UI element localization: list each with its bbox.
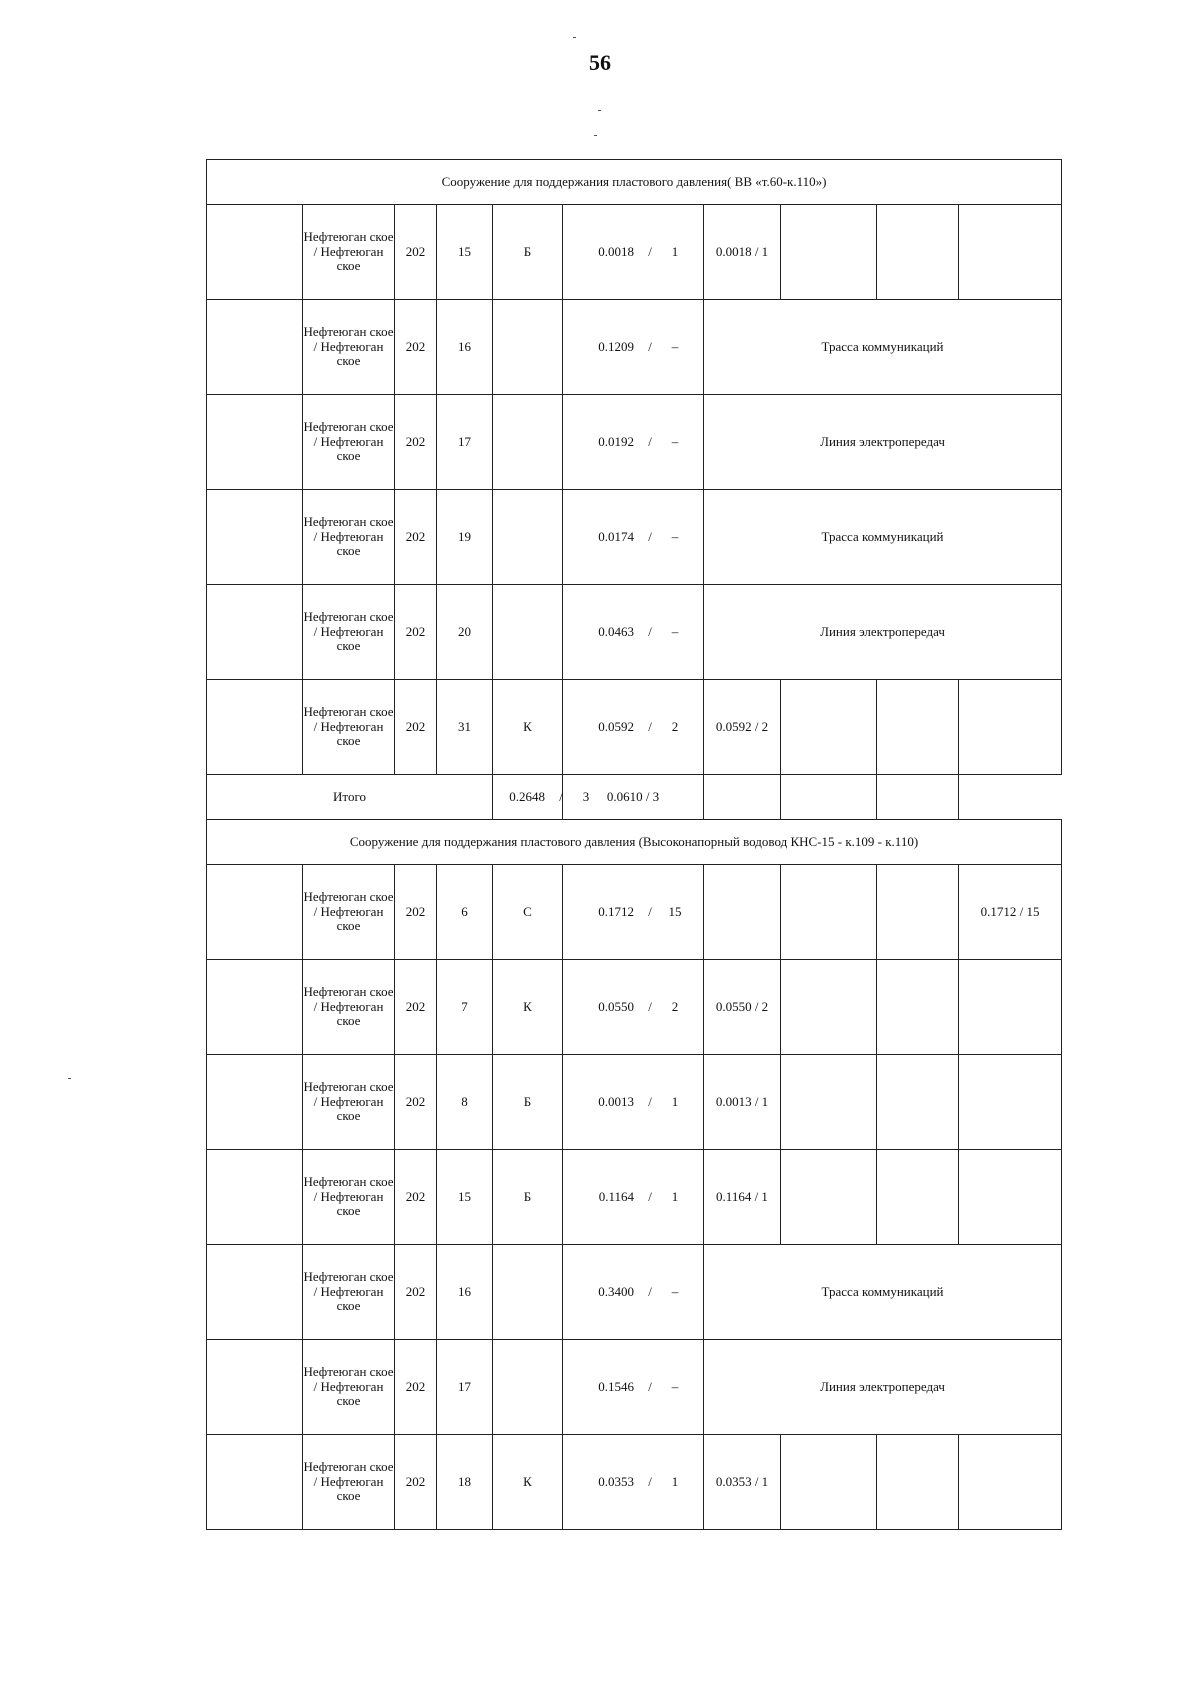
blank-cell bbox=[781, 865, 877, 960]
area-value: 0.0192 bbox=[598, 433, 634, 449]
total-blank bbox=[704, 775, 781, 820]
area-separator: / bbox=[648, 1473, 652, 1489]
purpose-cell: Линия электропередач bbox=[704, 1340, 1062, 1435]
area-cell bbox=[563, 1055, 704, 1150]
purpose-cell: Трасса коммуникаций bbox=[704, 1245, 1062, 1340]
area-cell bbox=[563, 960, 704, 1055]
number-cell: 202 bbox=[395, 585, 437, 680]
area-count: – bbox=[671, 528, 679, 544]
table-row bbox=[207, 680, 1062, 775]
area-cell bbox=[563, 395, 704, 490]
blank-cell bbox=[207, 680, 303, 775]
blank-cell bbox=[207, 490, 303, 585]
purpose-cell: Трасса коммуникаций bbox=[704, 490, 1062, 585]
subnumber-cell: 15 bbox=[437, 1150, 493, 1245]
table-row bbox=[207, 1245, 1062, 1340]
area-value: 0.1712 bbox=[598, 903, 634, 919]
area-separator: / bbox=[648, 1188, 652, 1204]
number-cell: 202 bbox=[395, 1150, 437, 1245]
total-value: 0.0610 / 3 bbox=[563, 775, 704, 820]
last-value-cell bbox=[959, 680, 1062, 775]
total-blank bbox=[781, 775, 877, 820]
area-value: 0.0018 bbox=[598, 243, 634, 259]
blank-cell bbox=[207, 300, 303, 395]
deposit-cell: Нефтеюган ское / Нефтеюган ское bbox=[303, 490, 395, 585]
category-cell bbox=[493, 1340, 563, 1435]
deposit-cell: Нефтеюган ское / Нефтеюган ское bbox=[303, 300, 395, 395]
number-cell: 202 bbox=[395, 960, 437, 1055]
number-cell: 202 bbox=[395, 865, 437, 960]
area-cell bbox=[563, 1435, 704, 1530]
scan-speck bbox=[573, 37, 576, 38]
value-cell: 0.0592 / 2 bbox=[704, 680, 781, 775]
last-value-cell bbox=[959, 1435, 1062, 1530]
last-value-cell: 0.1712 / 15 bbox=[959, 865, 1062, 960]
table-row bbox=[207, 395, 1062, 490]
subnumber-cell: 8 bbox=[437, 1055, 493, 1150]
category-cell: Б bbox=[493, 1150, 563, 1245]
number-cell: 202 bbox=[395, 1340, 437, 1435]
deposit-cell: Нефтеюган ское / Нефтеюган ское bbox=[303, 395, 395, 490]
blank-cell bbox=[877, 960, 959, 1055]
blank-cell bbox=[207, 1435, 303, 1530]
area-count: 1 bbox=[671, 1473, 679, 1489]
table-row bbox=[207, 300, 1062, 395]
area-value: 0.0353 bbox=[598, 1473, 634, 1489]
blank-cell bbox=[781, 1150, 877, 1245]
subnumber-cell: 20 bbox=[437, 585, 493, 680]
deposit-cell: Нефтеюган ское / Нефтеюган ское bbox=[303, 205, 395, 300]
deposit-cell: Нефтеюган ское / Нефтеюган ское bbox=[303, 1245, 395, 1340]
area-separator: / bbox=[648, 623, 652, 639]
area-separator: / bbox=[648, 338, 652, 354]
area-count: 15 bbox=[668, 903, 682, 919]
category-cell: К bbox=[493, 960, 563, 1055]
table-row bbox=[207, 865, 1062, 960]
area-value: 0.0550 bbox=[598, 998, 634, 1014]
blank-cell bbox=[877, 1435, 959, 1530]
blank-cell bbox=[207, 395, 303, 490]
deposit-cell: Нефтеюган ское / Нефтеюган ское bbox=[303, 1340, 395, 1435]
subnumber-cell: 17 bbox=[437, 395, 493, 490]
last-value-cell bbox=[959, 205, 1062, 300]
subnumber-cell: 16 bbox=[437, 1245, 493, 1340]
area-cell bbox=[563, 490, 704, 585]
area-cell bbox=[563, 1340, 704, 1435]
area-count: – bbox=[671, 433, 679, 449]
subnumber-cell: 7 bbox=[437, 960, 493, 1055]
category-cell: К bbox=[493, 680, 563, 775]
blank-cell bbox=[207, 585, 303, 680]
area-value: 0.0174 bbox=[598, 528, 634, 544]
area-count: 2 bbox=[671, 718, 679, 734]
number-cell: 202 bbox=[395, 395, 437, 490]
category-cell bbox=[493, 490, 563, 585]
number-cell: 202 bbox=[395, 1245, 437, 1340]
scan-speck bbox=[594, 135, 597, 136]
area-value: 0.1164 bbox=[598, 1188, 634, 1204]
section-header-row bbox=[207, 160, 1062, 205]
last-value-cell bbox=[959, 960, 1062, 1055]
area-separator: / bbox=[559, 788, 563, 804]
area-cell bbox=[563, 1245, 704, 1340]
area-count: 1 bbox=[671, 1188, 679, 1204]
deposit-cell: Нефтеюган ское / Нефтеюган ское bbox=[303, 960, 395, 1055]
blank-cell bbox=[877, 865, 959, 960]
table-row bbox=[207, 585, 1062, 680]
area-count: – bbox=[671, 1283, 679, 1299]
purpose-cell: Линия электропередач bbox=[704, 585, 1062, 680]
blank-cell bbox=[877, 205, 959, 300]
area-value: 0.3400 bbox=[598, 1283, 634, 1299]
deposit-cell: Нефтеюган ское / Нефтеюган ское bbox=[303, 1435, 395, 1530]
last-value-cell bbox=[959, 1150, 1062, 1245]
number-cell: 202 bbox=[395, 1055, 437, 1150]
area-separator: / bbox=[648, 528, 652, 544]
area-cell bbox=[563, 205, 704, 300]
category-cell bbox=[493, 585, 563, 680]
area-separator: / bbox=[648, 998, 652, 1014]
deposit-cell: Нефтеюган ское / Нефтеюган ское bbox=[303, 1150, 395, 1245]
section-title: Сооружение для поддержания пластового давления (Высоконапорный водовод КНС-15 - к.109 - к.110) bbox=[207, 820, 1062, 865]
blank-cell bbox=[207, 1245, 303, 1340]
blank-cell bbox=[877, 680, 959, 775]
area-value: 0.1546 bbox=[598, 1378, 634, 1394]
area-count: – bbox=[671, 1378, 679, 1394]
total-area bbox=[493, 775, 590, 820]
area-count: 2 bbox=[671, 998, 679, 1014]
area-value: 0.0592 bbox=[598, 718, 634, 734]
category-cell: К bbox=[493, 1435, 563, 1530]
total-blank bbox=[877, 775, 959, 820]
table-row bbox=[207, 1055, 1062, 1150]
blank-cell bbox=[207, 960, 303, 1055]
blank-cell bbox=[781, 205, 877, 300]
category-cell bbox=[493, 1245, 563, 1340]
table-row bbox=[207, 205, 1062, 300]
deposit-cell: Нефтеюган ское / Нефтеюган ское bbox=[303, 680, 395, 775]
section-title: Сооружение для поддержания пластового давления( ВВ «т.60-к.110») bbox=[207, 160, 1062, 205]
area-count: 1 bbox=[671, 243, 679, 259]
area-separator: / bbox=[648, 1093, 652, 1109]
table-row bbox=[207, 1150, 1062, 1245]
value-cell: 0.0550 / 2 bbox=[704, 960, 781, 1055]
subnumber-cell: 16 bbox=[437, 300, 493, 395]
blank-cell bbox=[207, 1150, 303, 1245]
area-count: – bbox=[671, 623, 679, 639]
area-count: 3 bbox=[582, 788, 590, 804]
subnumber-cell: 6 bbox=[437, 865, 493, 960]
deposit-cell: Нефтеюган ское / Нефтеюган ское bbox=[303, 1055, 395, 1150]
area-separator: / bbox=[648, 1283, 652, 1299]
blank-cell bbox=[207, 1340, 303, 1435]
area-cell bbox=[563, 585, 704, 680]
blank-cell bbox=[207, 865, 303, 960]
table-row bbox=[207, 960, 1062, 1055]
subnumber-cell: 19 bbox=[437, 490, 493, 585]
blank-cell bbox=[781, 680, 877, 775]
area-separator: / bbox=[648, 1378, 652, 1394]
blank-cell bbox=[781, 1435, 877, 1530]
total-row bbox=[207, 775, 1062, 820]
area-cell bbox=[563, 680, 704, 775]
area-separator: / bbox=[648, 243, 652, 259]
area-separator: / bbox=[648, 903, 652, 919]
value-cell: 0.0353 / 1 bbox=[704, 1435, 781, 1530]
blank-cell bbox=[207, 205, 303, 300]
area-cell bbox=[563, 865, 704, 960]
purpose-cell: Линия электропередач bbox=[704, 395, 1062, 490]
area-separator: / bbox=[648, 433, 652, 449]
deposit-cell: Нефтеюган ское / Нефтеюган ское bbox=[303, 585, 395, 680]
section-header-row bbox=[207, 820, 1062, 865]
area-value: 0.0013 bbox=[598, 1093, 634, 1109]
area-value: 0.2648 bbox=[509, 788, 545, 804]
table-body bbox=[207, 160, 1062, 1530]
number-cell: 202 bbox=[395, 1435, 437, 1530]
value-cell bbox=[704, 865, 781, 960]
area-separator: / bbox=[648, 718, 652, 734]
number-cell: 202 bbox=[395, 680, 437, 775]
total-label: Итого bbox=[207, 775, 493, 820]
blank-cell bbox=[781, 960, 877, 1055]
land-plots-table bbox=[206, 159, 1062, 1530]
table-row bbox=[207, 1435, 1062, 1530]
blank-cell bbox=[877, 1150, 959, 1245]
scan-speck bbox=[598, 110, 601, 111]
number-cell: 202 bbox=[395, 205, 437, 300]
value-cell: 0.1164 / 1 bbox=[704, 1150, 781, 1245]
table-row bbox=[207, 490, 1062, 585]
area-cell bbox=[563, 1150, 704, 1245]
subnumber-cell: 15 bbox=[437, 205, 493, 300]
blank-cell bbox=[877, 1055, 959, 1150]
category-cell bbox=[493, 300, 563, 395]
table-row bbox=[207, 1340, 1062, 1435]
number-cell: 202 bbox=[395, 300, 437, 395]
last-value-cell bbox=[959, 1055, 1062, 1150]
value-cell: 0.0018 / 1 bbox=[704, 205, 781, 300]
blank-cell bbox=[781, 1055, 877, 1150]
subnumber-cell: 18 bbox=[437, 1435, 493, 1530]
area-value: 0.1209 bbox=[598, 338, 634, 354]
category-cell: Б bbox=[493, 1055, 563, 1150]
category-cell: С bbox=[493, 865, 563, 960]
area-count: 1 bbox=[671, 1093, 679, 1109]
scan-speck bbox=[68, 1078, 71, 1079]
number-cell: 202 bbox=[395, 490, 437, 585]
subnumber-cell: 31 bbox=[437, 680, 493, 775]
page-number: 56 bbox=[589, 50, 611, 75]
area-value: 0.0463 bbox=[598, 623, 634, 639]
blank-cell bbox=[207, 1055, 303, 1150]
category-cell: Б bbox=[493, 205, 563, 300]
purpose-cell: Трасса коммуникаций bbox=[704, 300, 1062, 395]
area-count: – bbox=[671, 338, 679, 354]
deposit-cell: Нефтеюган ское / Нефтеюган ское bbox=[303, 865, 395, 960]
value-cell: 0.0013 / 1 bbox=[704, 1055, 781, 1150]
subnumber-cell: 17 bbox=[437, 1340, 493, 1435]
category-cell bbox=[493, 395, 563, 490]
area-cell bbox=[563, 300, 704, 395]
